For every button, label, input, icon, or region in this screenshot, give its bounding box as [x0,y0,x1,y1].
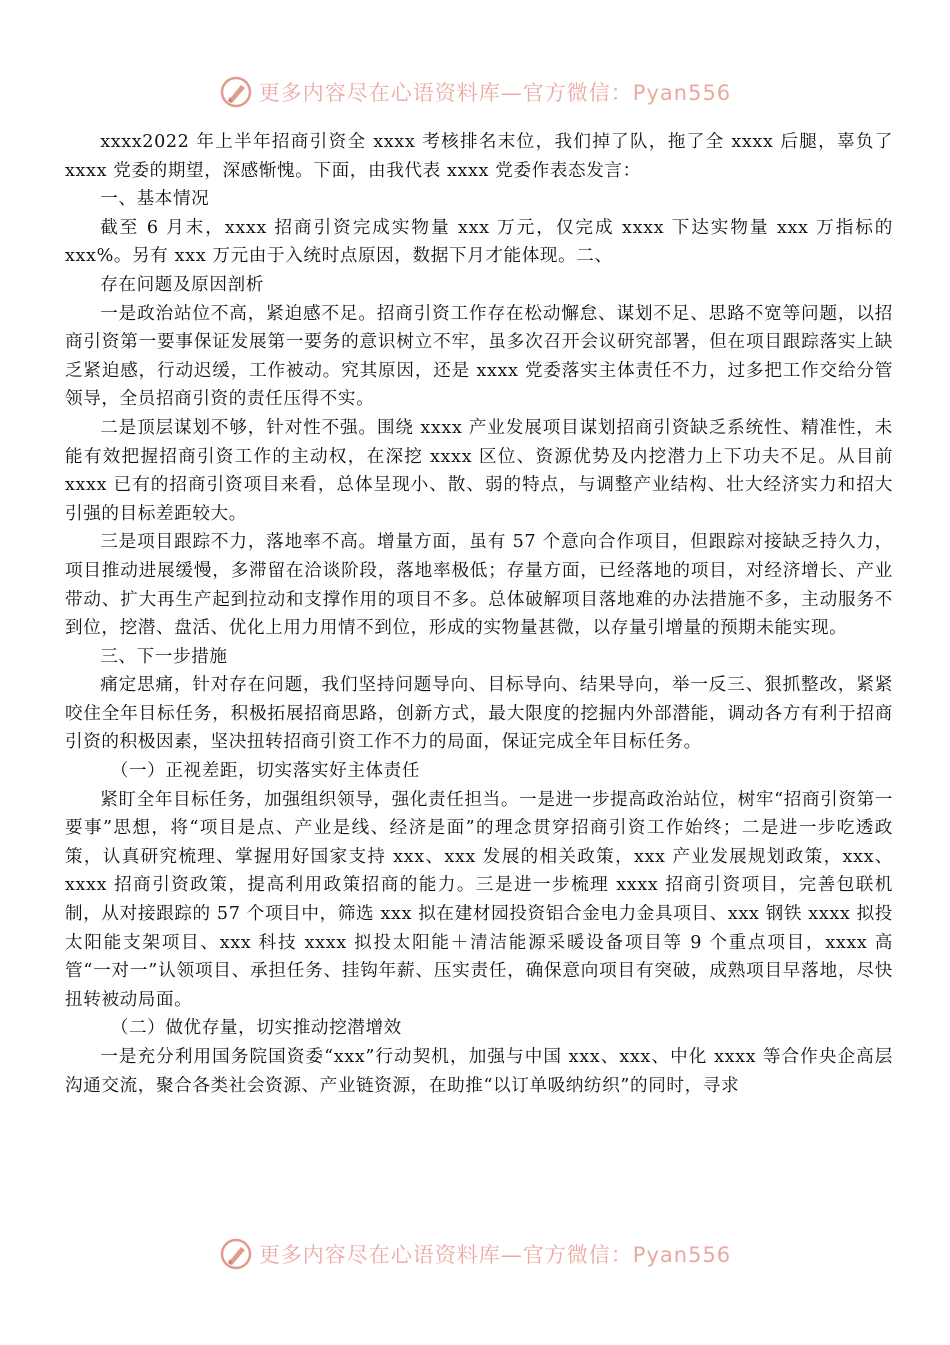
paragraph-basic: 截至 6 月末，xxxx 招商引资完成实物量 xxx 万元，仅完成 xxxx 下达实物量 xxx 万指标的 xxx%。另有 xxx 万元由于入统时点原因，数据下月才能体现。二、 [65,217,893,267]
paragraph-measure-1: 紧盯全年目标任务，加强组织领导，强化责任担当。一是进一步提高政治站位，树牢“招商引资第一要事”思想，将“项目是点、产业是线、经济是面”的理念贯穿招商引资工作始终；二是进一步吃透政策，认真研究梳理、掌握用好国家支持 xxx、xxx 发展的相关政策，xxx 产业发展规划政策，xxx、xxxx 招商引资政策，提高利用政策招商的能力。三是进一步梳理 xxxx 招商引资项目，完善包联机制，从对接跟踪的 57 个项目中，筛选 xxx 拟在建材园投资铝合金电力金具项目、xxx 钢铁 xxxx 拟投太阳能支架项目、xxx 科技 xxxx 拟投太阳能＋清洁能源采暖设备项目等 9 个重点项目，xxxx 高管“一对一”认领项目、承担任务、挂钩年薪、压实责任，确保意向项目有突破，成熟项目早落地，尽快扭转被动局面。 [65,789,893,1010]
pen-logo-icon [219,1237,253,1271]
paragraph-measures-intro: 痛定思痛，针对存在问题，我们坚持问题导向、目标导向、结果导向，举一反三、狠抓整改，紧紧咬住全年目标任务，积极拓展招商思路，创新方式，最大限度的挖掘内外部潜能，调动各方有利于招商引资的积极因素，坚决扭转招商引资工作不力的局面，保证完成全年目标任务。 [65,675,893,753]
subheading-2: （二）做优存量，切实推动挖潜增效 [110,1018,402,1039]
watermark-footer [0,1234,950,1274]
section-heading-measures: 三、下一步措施 [100,646,228,667]
subheading-1: （一）正视差距，切实落实好主体责任 [110,761,421,782]
section-heading-basic: 一、基本情况 [100,189,210,210]
paragraph-measure-2: 一是充分利用国务院国资委“xxx”行动契机，加强与中国 xxx、xxx、中化 xxxx 等合作央企高层沟通交流，聚合各类社会资源、产业链资源，在助推“以订单吸纳纺织”的同时，寻求 [65,1047,893,1096]
paragraph-problem-1: 一是政治站位不高，紧迫感不足。招商引资工作存在松动懈怠、谋划不足、思路不宽等问题，以招商引资第一要事保证发展第一要务的意识树立不牢，虽多次召开会议研究部署，但在项目跟踪落实上缺乏紧迫感，行动迟缓，工作被动。究其原因，还是 xxxx 党委落实主体责任不力，过多把工作交给分管领导，全员招商引资的责任压得不实。 [65,303,893,410]
pen-logo-icon [219,75,253,109]
watermark-text: 更多内容尽在心语资料库—官方微信：Pyan556 [258,1243,732,1267]
section-heading-problems: 存在问题及原因剖析 [100,274,264,295]
paragraph-intro: xxxx2022 年上半年招商引资全 xxxx 考核排名末位，我们掉了队，拖了全 xxxx 后腿，辜负了 xxxx 党委的期望，深感惭愧。下面，由我代表 xxxx 党委作表态发言： [65,132,893,181]
document-body [65,128,893,1100]
paragraph-problem-3: 三是项目跟踪不力，落地率不高。增量方面，虽有 57 个意向合作项目，但跟踪对接缺乏持久力，项目推动进展缓慢，多滞留在洽谈阶段，落地率极低；存量方面，已经落地的项目，对经济增长、产业带动、扩大再生产起到拉动和支撑作用的项目不多。总体破解项目落地难的办法措施不多，主动服务不到位，挖潜、盘活、优化上用力用情不到位，形成的实物量甚微，以存量引增量的预期未能实现。 [65,532,893,639]
paragraph-problem-2: 二是顶层谋划不够，针对性不强。围绕 xxxx 产业发展项目谋划招商引资缺乏系统性、精准性，未能有效把握招商引资工作的主动权，在深挖 xxxx 区位、资源优势及内挖潜力上下功夫不足。从目前 xxxx 已有的招商引资项目来看，总体呈现小、散、弱的特点，与调整产业结构、壮大经济实力和招大引强的目标差距较大。 [65,417,893,524]
watermark-header [0,72,950,112]
watermark-text: 更多内容尽在心语资料库—官方微信：Pyan556 [258,81,732,105]
